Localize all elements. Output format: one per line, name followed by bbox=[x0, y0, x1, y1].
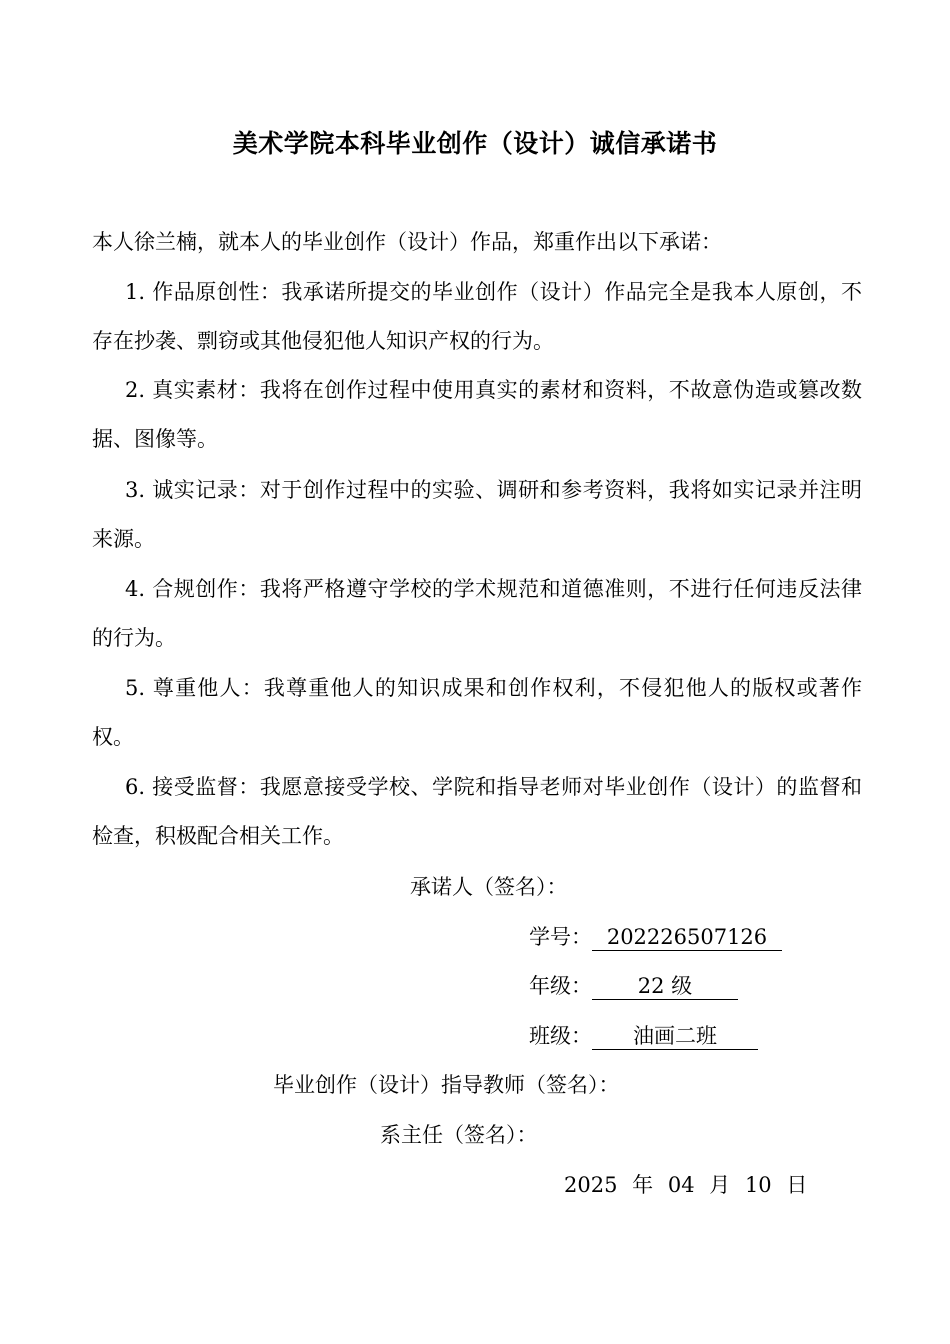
date-year-unit: 年 bbox=[632, 1173, 654, 1197]
promisor-signature-label: 承诺人（签名）： bbox=[410, 875, 568, 899]
date-month: 04 bbox=[667, 1173, 695, 1197]
commitment-item-1: 1. 作品原创性：我承诺所提交的毕业创作（设计）作品完全是我本人原创，不存在抄袭、剽窃或其他侵犯他人知识产权的行为。 bbox=[92, 280, 862, 353]
commitment-item-2: 2. 真实素材：我将在创作过程中使用真实的素材和资料，不故意伪造或篡改数据、图像等。 bbox=[92, 378, 862, 451]
class-label: 班级： bbox=[529, 1024, 592, 1048]
intro-paragraph: 本人徐兰楠，就本人的毕业创作（设计）作品，郑重作出以下承诺： bbox=[92, 230, 722, 254]
date-month-unit: 月 bbox=[709, 1173, 731, 1197]
class-value: 油画二班 bbox=[592, 1023, 758, 1050]
date-day: 10 bbox=[744, 1173, 772, 1197]
advisor-signature-label: 毕业创作（设计）指导教师（签名）： bbox=[273, 1073, 620, 1097]
date-year: 2025 bbox=[564, 1173, 618, 1197]
signing-date bbox=[564, 1170, 815, 1200]
commitment-item-3: 3. 诚实记录：对于创作过程中的实验、调研和参考资料，我将如实记录并注明来源。 bbox=[92, 478, 862, 551]
grade-label: 年级： bbox=[529, 974, 592, 998]
student-id-row bbox=[529, 922, 782, 952]
commitment-item-5: 5. 尊重他人：我尊重他人的知识成果和创作权利，不侵犯他人的版权或著作权。 bbox=[92, 676, 862, 749]
date-day-unit: 日 bbox=[786, 1173, 808, 1197]
grade-value: 22 级 bbox=[592, 973, 738, 1000]
dept-head-signature-label: 系主任（签名）： bbox=[380, 1123, 538, 1147]
commitment-item-4: 4. 合规创作：我将严格遵守学校的学术规范和道德准则，不进行任何违反法律的行为。 bbox=[92, 577, 862, 650]
student-id-value: 202226507126 bbox=[592, 924, 782, 951]
student-id-label: 学号： bbox=[529, 925, 592, 949]
commitment-item-6: 6. 接受监督：我愿意接受学校、学院和指导老师对毕业创作（设计）的监督和检查，积极配合相关工作。 bbox=[92, 775, 862, 848]
class-row bbox=[529, 1021, 758, 1051]
document-title: 美术学院本科毕业创作（设计）诚信承诺书 bbox=[232, 129, 718, 158]
grade-row bbox=[529, 971, 738, 1001]
